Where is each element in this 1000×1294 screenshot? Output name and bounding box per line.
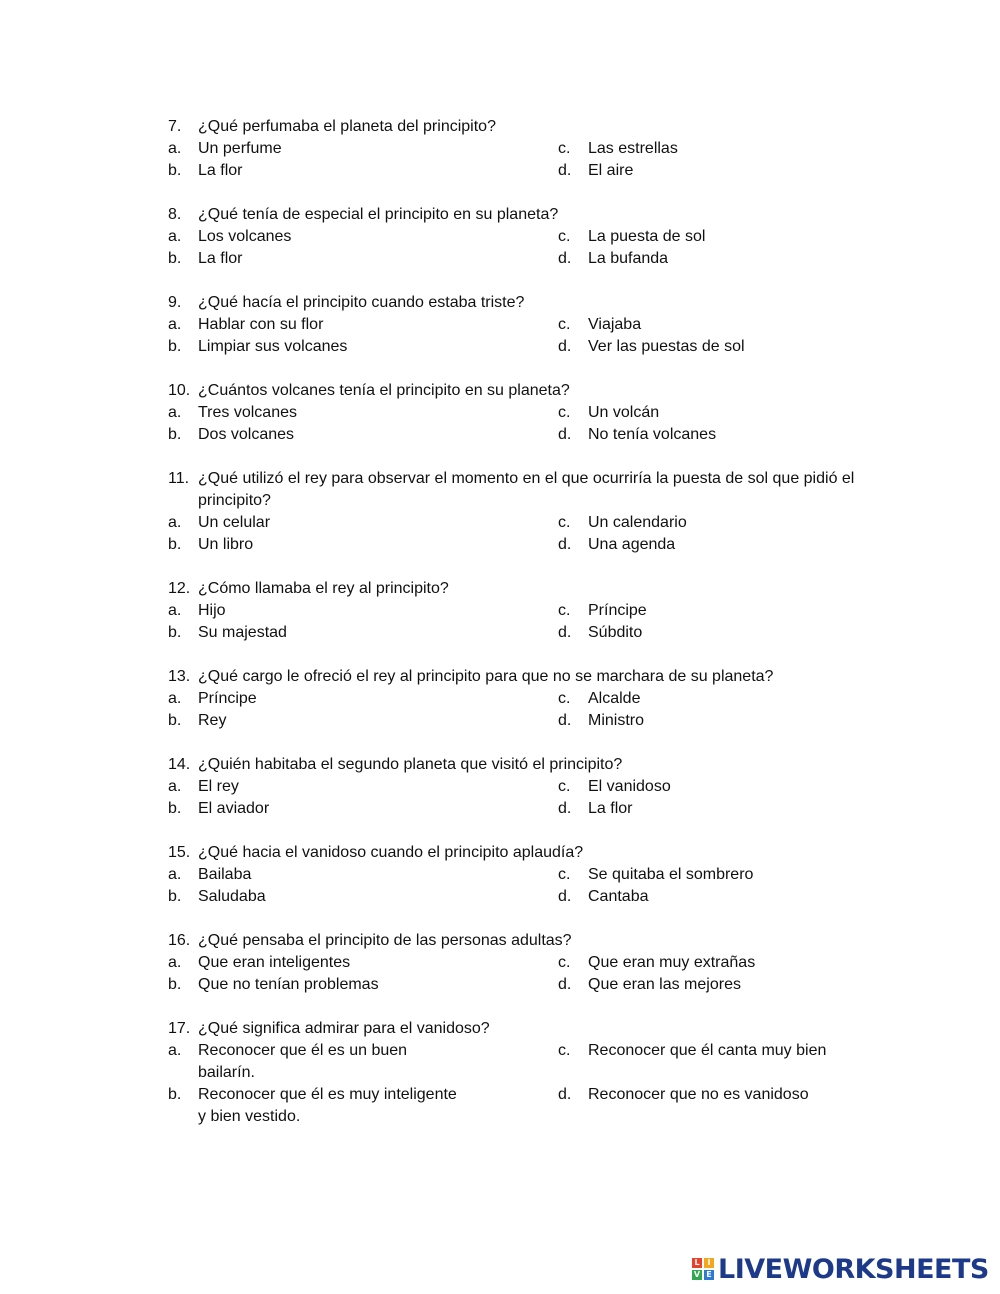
option-letter: b. (168, 976, 182, 993)
answer-option (558, 688, 868, 710)
option-text: La puesta de sol (588, 228, 706, 245)
option-text: Que eran muy extrañas (588, 954, 756, 971)
logo-badge-square: V (693, 1270, 701, 1279)
option-text: La flor (588, 800, 633, 817)
option-text: Reconocer que él canta muy bien (588, 1042, 827, 1059)
option-text: Se quitaba el sombrero (588, 866, 754, 883)
option-text: Hijo (198, 602, 226, 619)
option-letter: a. (168, 954, 182, 971)
option-text: Alcalde (588, 690, 641, 707)
option-letter: a. (168, 404, 182, 421)
option-letter: c. (558, 690, 571, 707)
option-text: Un perfume (198, 140, 282, 157)
question-block (168, 666, 868, 732)
answer-option (558, 798, 868, 820)
option-letter: a. (168, 602, 182, 619)
answer-options (168, 402, 868, 446)
option-text: Cantaba (588, 888, 649, 905)
answer-option (168, 534, 558, 556)
option-text: Bailaba (198, 866, 252, 883)
question-text: ¿Qué significa admirar para el vanidoso? (198, 1020, 490, 1037)
question-text: ¿Qué perfumaba el planeta del principito? (198, 118, 496, 135)
answer-option (168, 952, 558, 974)
option-letter: d. (558, 1086, 572, 1103)
logo-badge-square: I (704, 1258, 714, 1268)
question-row (168, 468, 868, 512)
option-letter: b. (168, 1086, 182, 1103)
question-block (168, 468, 868, 556)
question-row (168, 116, 868, 138)
answer-options (168, 512, 868, 556)
question-block (168, 842, 868, 908)
option-letter: c. (558, 866, 571, 883)
question-row (168, 842, 868, 864)
answer-options (168, 314, 868, 358)
option-text: Un libro (198, 536, 254, 553)
option-text: Viajaba (588, 316, 642, 333)
answer-option (168, 622, 558, 644)
option-letter: b. (168, 338, 182, 355)
question-number: 8. (168, 206, 182, 223)
question-block (168, 380, 868, 446)
option-letter: d. (558, 250, 572, 267)
answer-option (168, 402, 558, 424)
option-text: Reconocer que él es muy inteligente y bien vestido. (198, 1086, 457, 1125)
question-number: 9. (168, 294, 182, 311)
option-text: Dos volcanes (198, 426, 295, 443)
option-text: La flor (198, 162, 243, 179)
answer-option (558, 226, 868, 248)
question-number: 14. (168, 756, 191, 773)
answer-option (168, 776, 558, 798)
answer-option (168, 138, 558, 160)
answer-option (558, 600, 868, 622)
answer-options (168, 688, 868, 732)
logo-badge-icon (692, 1258, 714, 1280)
option-letter: b. (168, 712, 182, 729)
question-number: 13. (168, 668, 191, 685)
option-letter: a. (168, 316, 182, 333)
question-row (168, 666, 868, 688)
option-letter: b. (168, 250, 182, 267)
option-letter: c. (558, 316, 571, 333)
answer-option (168, 1040, 558, 1084)
option-letter: b. (168, 162, 182, 179)
question-block (168, 578, 868, 644)
option-text: Reconocer que él es un buen bailarín. (198, 1042, 408, 1081)
answer-option (168, 512, 558, 534)
option-text: Ver las puestas de sol (588, 338, 745, 355)
option-letter: c. (558, 602, 571, 619)
answer-option (558, 512, 868, 534)
option-text: Su majestad (198, 624, 287, 641)
answer-option (558, 710, 868, 732)
answer-option (558, 622, 868, 644)
answer-option (168, 688, 558, 710)
option-letter: a. (168, 514, 182, 531)
option-text: Hablar con su flor (198, 316, 324, 333)
answer-option (558, 974, 868, 996)
question-row (168, 204, 868, 226)
question-number: 12. (168, 580, 191, 597)
answer-option (168, 226, 558, 248)
option-text: Tres volcanes (198, 404, 297, 421)
question-text: ¿Qué utilizó el rey para observar el momento en el que ocurriría la puesta de sol que pidió el principito? (198, 470, 855, 509)
answer-option (168, 864, 558, 886)
question-row (168, 930, 868, 952)
question-row (168, 380, 868, 402)
answer-options (168, 600, 868, 644)
question-row (168, 754, 868, 776)
option-text: Reconocer que no es vanidoso (588, 1086, 809, 1103)
answer-options (168, 864, 868, 908)
question-list (168, 116, 868, 1150)
option-letter: d. (558, 162, 572, 179)
question-text: ¿Qué tenía de especial el principito en su planeta? (198, 206, 559, 223)
answer-options (168, 776, 868, 820)
answer-option (168, 248, 558, 270)
option-text: Príncipe (198, 690, 257, 707)
option-letter: a. (168, 1042, 182, 1059)
liveworksheets-logo (692, 1254, 989, 1284)
question-text: ¿Qué cargo le ofreció el rey al principito para que no se marchara de su planeta? (198, 668, 774, 685)
option-letter: d. (558, 976, 572, 993)
option-text: Un volcán (588, 404, 660, 421)
answer-option (168, 710, 558, 732)
answer-option (558, 534, 868, 556)
question-number: 10. (168, 382, 191, 399)
option-letter: c. (558, 228, 571, 245)
option-letter: d. (558, 536, 572, 553)
answer-options (168, 1040, 868, 1128)
question-number: 7. (168, 118, 182, 135)
option-text: El vanidoso (588, 778, 671, 795)
option-text: La bufanda (588, 250, 669, 267)
option-letter: d. (558, 800, 572, 817)
option-text: Que eran inteligentes (198, 954, 351, 971)
question-text: ¿Qué hacia el vanidoso cuando el principito aplaudía? (198, 844, 584, 861)
option-text: Una agenda (588, 536, 676, 553)
question-block (168, 204, 868, 270)
option-letter: a. (168, 866, 182, 883)
answer-option (558, 160, 868, 182)
option-letter: b. (168, 426, 182, 443)
question-text: ¿Cuántos volcanes tenía el principito en su planeta? (198, 382, 570, 399)
option-letter: d. (558, 338, 572, 355)
answer-option (168, 974, 558, 996)
option-text: El aviador (198, 800, 270, 817)
answer-option (168, 886, 558, 908)
option-text: Limpiar sus volcanes (198, 338, 348, 355)
option-text: El aire (588, 162, 634, 179)
question-number: 17. (168, 1020, 191, 1037)
question-block (168, 930, 868, 996)
option-letter: a. (168, 690, 182, 707)
option-letter: c. (558, 514, 571, 531)
option-letter: b. (168, 888, 182, 905)
answer-options (168, 226, 868, 270)
option-text: Súbdito (588, 624, 643, 641)
answer-option (558, 314, 868, 336)
option-letter: d. (558, 426, 572, 443)
option-letter: b. (168, 800, 182, 817)
question-text: ¿Cómo llamaba el rey al principito? (198, 580, 449, 597)
answer-option (558, 952, 868, 974)
option-letter: d. (558, 888, 572, 905)
option-text: Las estrellas (588, 140, 678, 157)
option-letter: c. (558, 778, 571, 795)
option-letter: a. (168, 778, 182, 795)
option-letter: a. (168, 228, 182, 245)
question-row (168, 292, 868, 314)
option-letter: c. (558, 140, 571, 157)
answer-option (168, 1084, 558, 1128)
answer-option (558, 886, 868, 908)
option-text: Rey (198, 712, 227, 729)
answer-options (168, 138, 868, 182)
question-block (168, 292, 868, 358)
option-text: Príncipe (588, 602, 647, 619)
logo-badge-square: E (704, 1270, 714, 1280)
answer-options (168, 952, 868, 996)
answer-option (168, 314, 558, 336)
question-number: 11. (168, 470, 190, 487)
answer-option (168, 424, 558, 446)
option-letter: c. (558, 404, 571, 421)
option-text: Un celular (198, 514, 271, 531)
question-block (168, 754, 868, 820)
question-block (168, 1018, 868, 1128)
answer-option (558, 424, 868, 446)
option-text: Los volcanes (198, 228, 292, 245)
question-text: ¿Quién habitaba el segundo planeta que visitó el principito? (198, 756, 623, 773)
answer-option (168, 798, 558, 820)
question-number: 16. (168, 932, 191, 949)
answer-option (168, 336, 558, 358)
option-text: Que eran las mejores (588, 976, 741, 993)
option-letter: b. (168, 624, 182, 641)
answer-option (168, 600, 558, 622)
answer-option (558, 336, 868, 358)
answer-option (558, 248, 868, 270)
question-row (168, 578, 868, 600)
option-letter: d. (558, 712, 572, 729)
logo-badge-square: L (692, 1258, 702, 1268)
option-text: Ministro (588, 712, 645, 729)
question-text: ¿Qué hacía el principito cuando estaba triste? (198, 294, 525, 311)
answer-option (558, 138, 868, 160)
option-letter: a. (168, 140, 182, 157)
option-letter: b. (168, 536, 182, 553)
answer-option (168, 160, 558, 182)
option-text: La flor (198, 250, 243, 267)
question-text: ¿Qué pensaba el principito de las personas adultas? (198, 932, 572, 949)
question-row (168, 1018, 868, 1040)
option-letter: c. (558, 1042, 571, 1059)
answer-option (558, 402, 868, 424)
option-text: Un calendario (588, 514, 687, 531)
answer-option (558, 864, 868, 886)
answer-option (558, 1084, 868, 1128)
answer-option (558, 1040, 868, 1084)
option-text: El rey (198, 778, 239, 795)
logo-text: LIVEWORKSHEETS (718, 1253, 989, 1285)
question-number: 15. (168, 844, 191, 861)
option-text: No tenía volcanes (588, 426, 717, 443)
option-text: Saludaba (198, 888, 266, 905)
option-text: Que no tenían problemas (198, 976, 379, 993)
option-letter: c. (558, 954, 571, 971)
question-block (168, 116, 868, 182)
answer-option (558, 776, 868, 798)
option-letter: d. (558, 624, 572, 641)
